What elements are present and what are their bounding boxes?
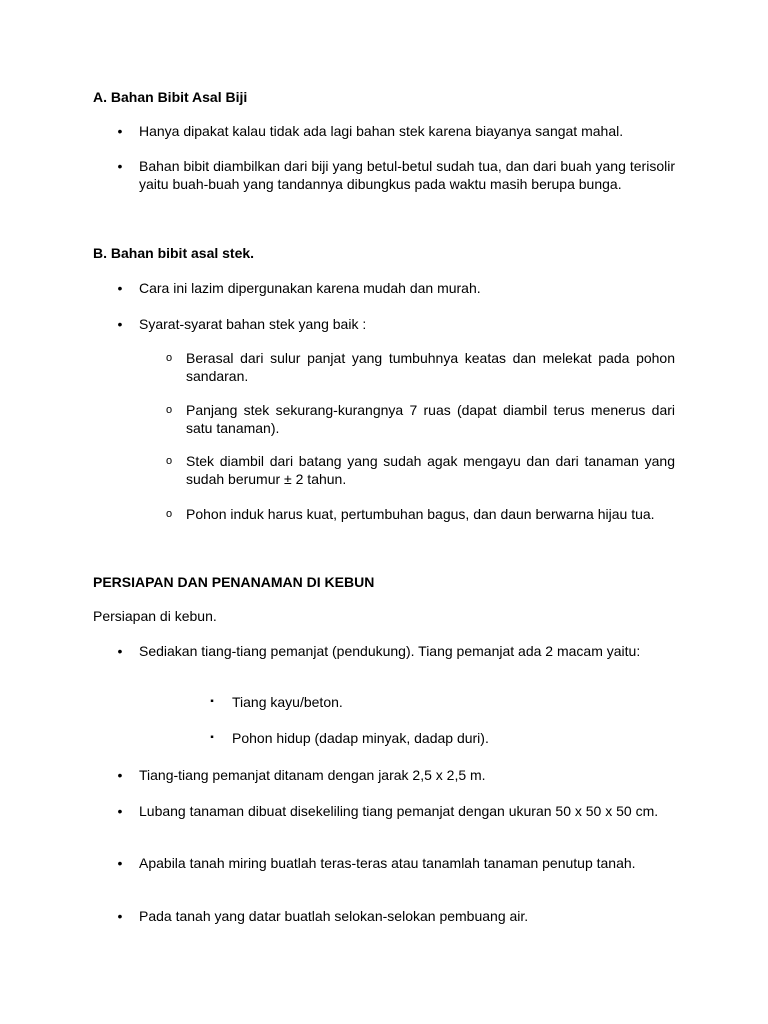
circle-bullet-icon: o	[165, 508, 173, 520]
section-a-heading: A. Bahan Bibit Asal Biji	[93, 89, 248, 105]
list-item-text: Sediakan tiang-tiang pemanjat (pendukung). Tiang pemanjat ada 2 macam yaitu:	[139, 643, 641, 659]
sub-list-item-text: Stek diambil dari batang yang sudah agak mengayu dan dari tanaman yang sudah berumur ± 2 tahun.	[186, 453, 675, 487]
section-c-intro: Persiapan di kebun.	[93, 608, 217, 624]
bullet-icon: •	[117, 316, 123, 332]
list-item-text: Lubang tanaman dibuat disekeliling tiang pemanjat dengan ukuran 50 x 50 x 50 cm.	[139, 803, 659, 819]
bullet-icon: •	[117, 803, 123, 819]
sub-list-item-text: Pohon hidup (dadap minyak, dadap duri).	[232, 730, 489, 746]
bullet-icon: •	[117, 767, 123, 783]
list-item-text: Syarat-syarat bahan stek yang baik :	[139, 316, 367, 332]
sub-list-item-text: Berasal dari sulur panjat yang tumbuhnya keatas dan melekat pada pohon sandaran.	[186, 350, 675, 384]
list-item-text: Hanya dipakat kalau tidak ada lagi bahan stek karena biayanya sangat mahal.	[139, 123, 624, 139]
sub-list-item-text: Pohon induk harus kuat, pertumbuhan bagus, dan daun berwarna hijau tua.	[186, 506, 655, 522]
bullet-icon: •	[117, 280, 123, 296]
bullet-icon: •	[117, 908, 123, 924]
list-item-text: Cara ini lazim dipergunakan karena mudah dan murah.	[139, 280, 481, 296]
bullet-icon: •	[117, 855, 123, 871]
list-item-text: Tiang-tiang pemanjat ditanam dengan jarak 2,5 x 2,5 m.	[139, 767, 486, 783]
sub-list-item-text: Tiang kayu/beton.	[232, 694, 343, 710]
bullet-icon: •	[117, 643, 123, 659]
list-item-text: Apabila tanah miring buatlah teras-teras atau tanamlah tanaman penutup tanah.	[139, 855, 636, 871]
square-bullet-icon: ▪	[210, 732, 214, 743]
circle-bullet-icon: o	[165, 404, 173, 416]
circle-bullet-icon: o	[165, 455, 173, 467]
circle-bullet-icon: o	[165, 352, 173, 364]
list-item-text: Bahan bibit diambilkan dari biji yang betul-betul sudah tua, dan dari buah yang terisolir yaitu buah-buah yang tandannya dibungkus pada waktu masih berupa bunga.	[139, 158, 675, 192]
bullet-icon: •	[117, 158, 123, 174]
square-bullet-icon: ▪	[210, 696, 214, 707]
section-b-heading: B. Bahan bibit asal stek.	[93, 245, 255, 261]
section-c-heading: PERSIAPAN DAN PENANAMAN DI KEBUN	[93, 574, 375, 590]
bullet-icon: •	[117, 123, 123, 139]
list-item-text: Pada tanah yang datar buatlah selokan-selokan pembuang air.	[139, 908, 529, 924]
sub-list-item-text: Panjang stek sekurang-kurangnya 7 ruas (dapat diambil terus menerus dari satu tanaman).	[186, 402, 675, 436]
